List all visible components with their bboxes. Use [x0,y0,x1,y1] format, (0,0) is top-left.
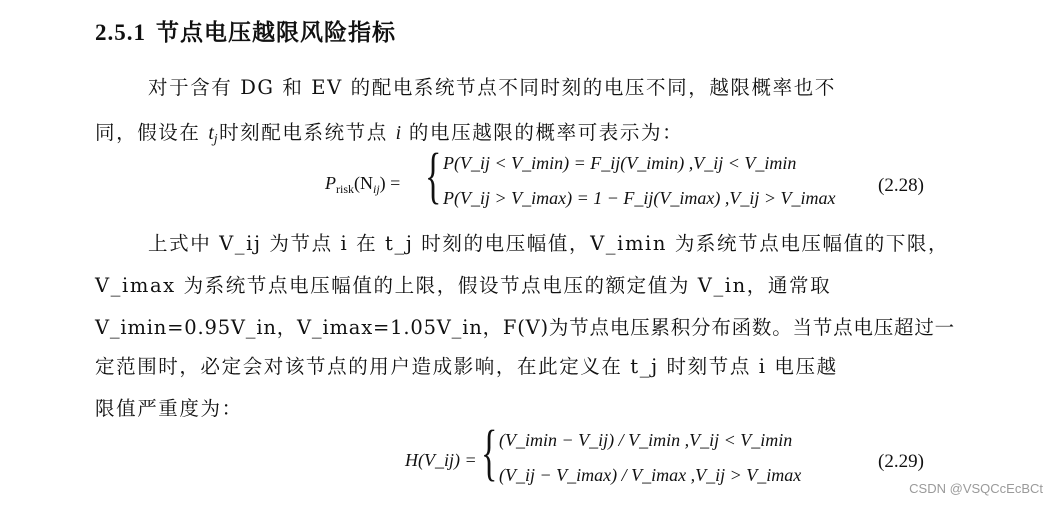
section-heading [95,14,396,47]
eq229-case2: (V_ij − V_imax) / V_imax ,V_ij > V_imax [499,465,802,485]
para2-line1: 上式中 V_ij 为节点 i 在 t_j 时刻的电压幅值，V_imin 为系统节点电压幅值的下限， [148,232,950,255]
csdn-watermark: CSDN @VSQCcEcBCt [909,481,1043,496]
section-number: 2.5.1 [95,20,146,45]
para2-line4: 定范围时，必定会对该节点的用户造成影响，在此定义在 t_j 时刻节点 i 电压越 [95,355,838,378]
eq228-brace: { [425,142,442,210]
equation-2-28 [325,142,836,215]
eq229-lhs: H(V_ij) = [405,450,477,470]
para2-line3: V_imin=0.95V_in，V_imax=1.05V_in，F(V)为节点电压累积分布函数。当节点电压超过一 [95,316,955,339]
equation-2-29 [405,419,825,492]
eq228-lhs: $P_{risk}(N_{ij})$ = [325,173,401,196]
para1-line1: 对于含有 DG 和 EV 的配电系统节点不同时刻的电压不同，越限概率也不 [148,76,836,99]
equation-number-2-29: (2.29) [878,451,924,472]
equation-number-2-28: (2.28) [878,175,924,196]
para2-line2: V_imax 为系统节点电压幅值的上限，假设节点电压的额定值为 V_in，通常取 [95,274,832,297]
para1-line2: 同，假设在 $t_j$时刻配电系统节点 i 的电压越限的概率可表示为： [95,121,684,146]
para2-line5: 限值严重度为： [95,397,243,420]
eq228-case1: P(V_ij < V_imin) = F_ij(V_imin) ,V_ij < V_imin [443,153,797,173]
eq228-case2: P(V_ij > V_imax) = 1 − F_ij(V_imax) ,V_ij > V_imax [443,188,836,208]
eq229-case1: (V_imin − V_ij) / V_imin ,V_ij < V_imin [499,430,793,450]
eq229-brace: { [481,419,498,487]
section-title: 节点电压越限风险指标 [156,20,396,46]
